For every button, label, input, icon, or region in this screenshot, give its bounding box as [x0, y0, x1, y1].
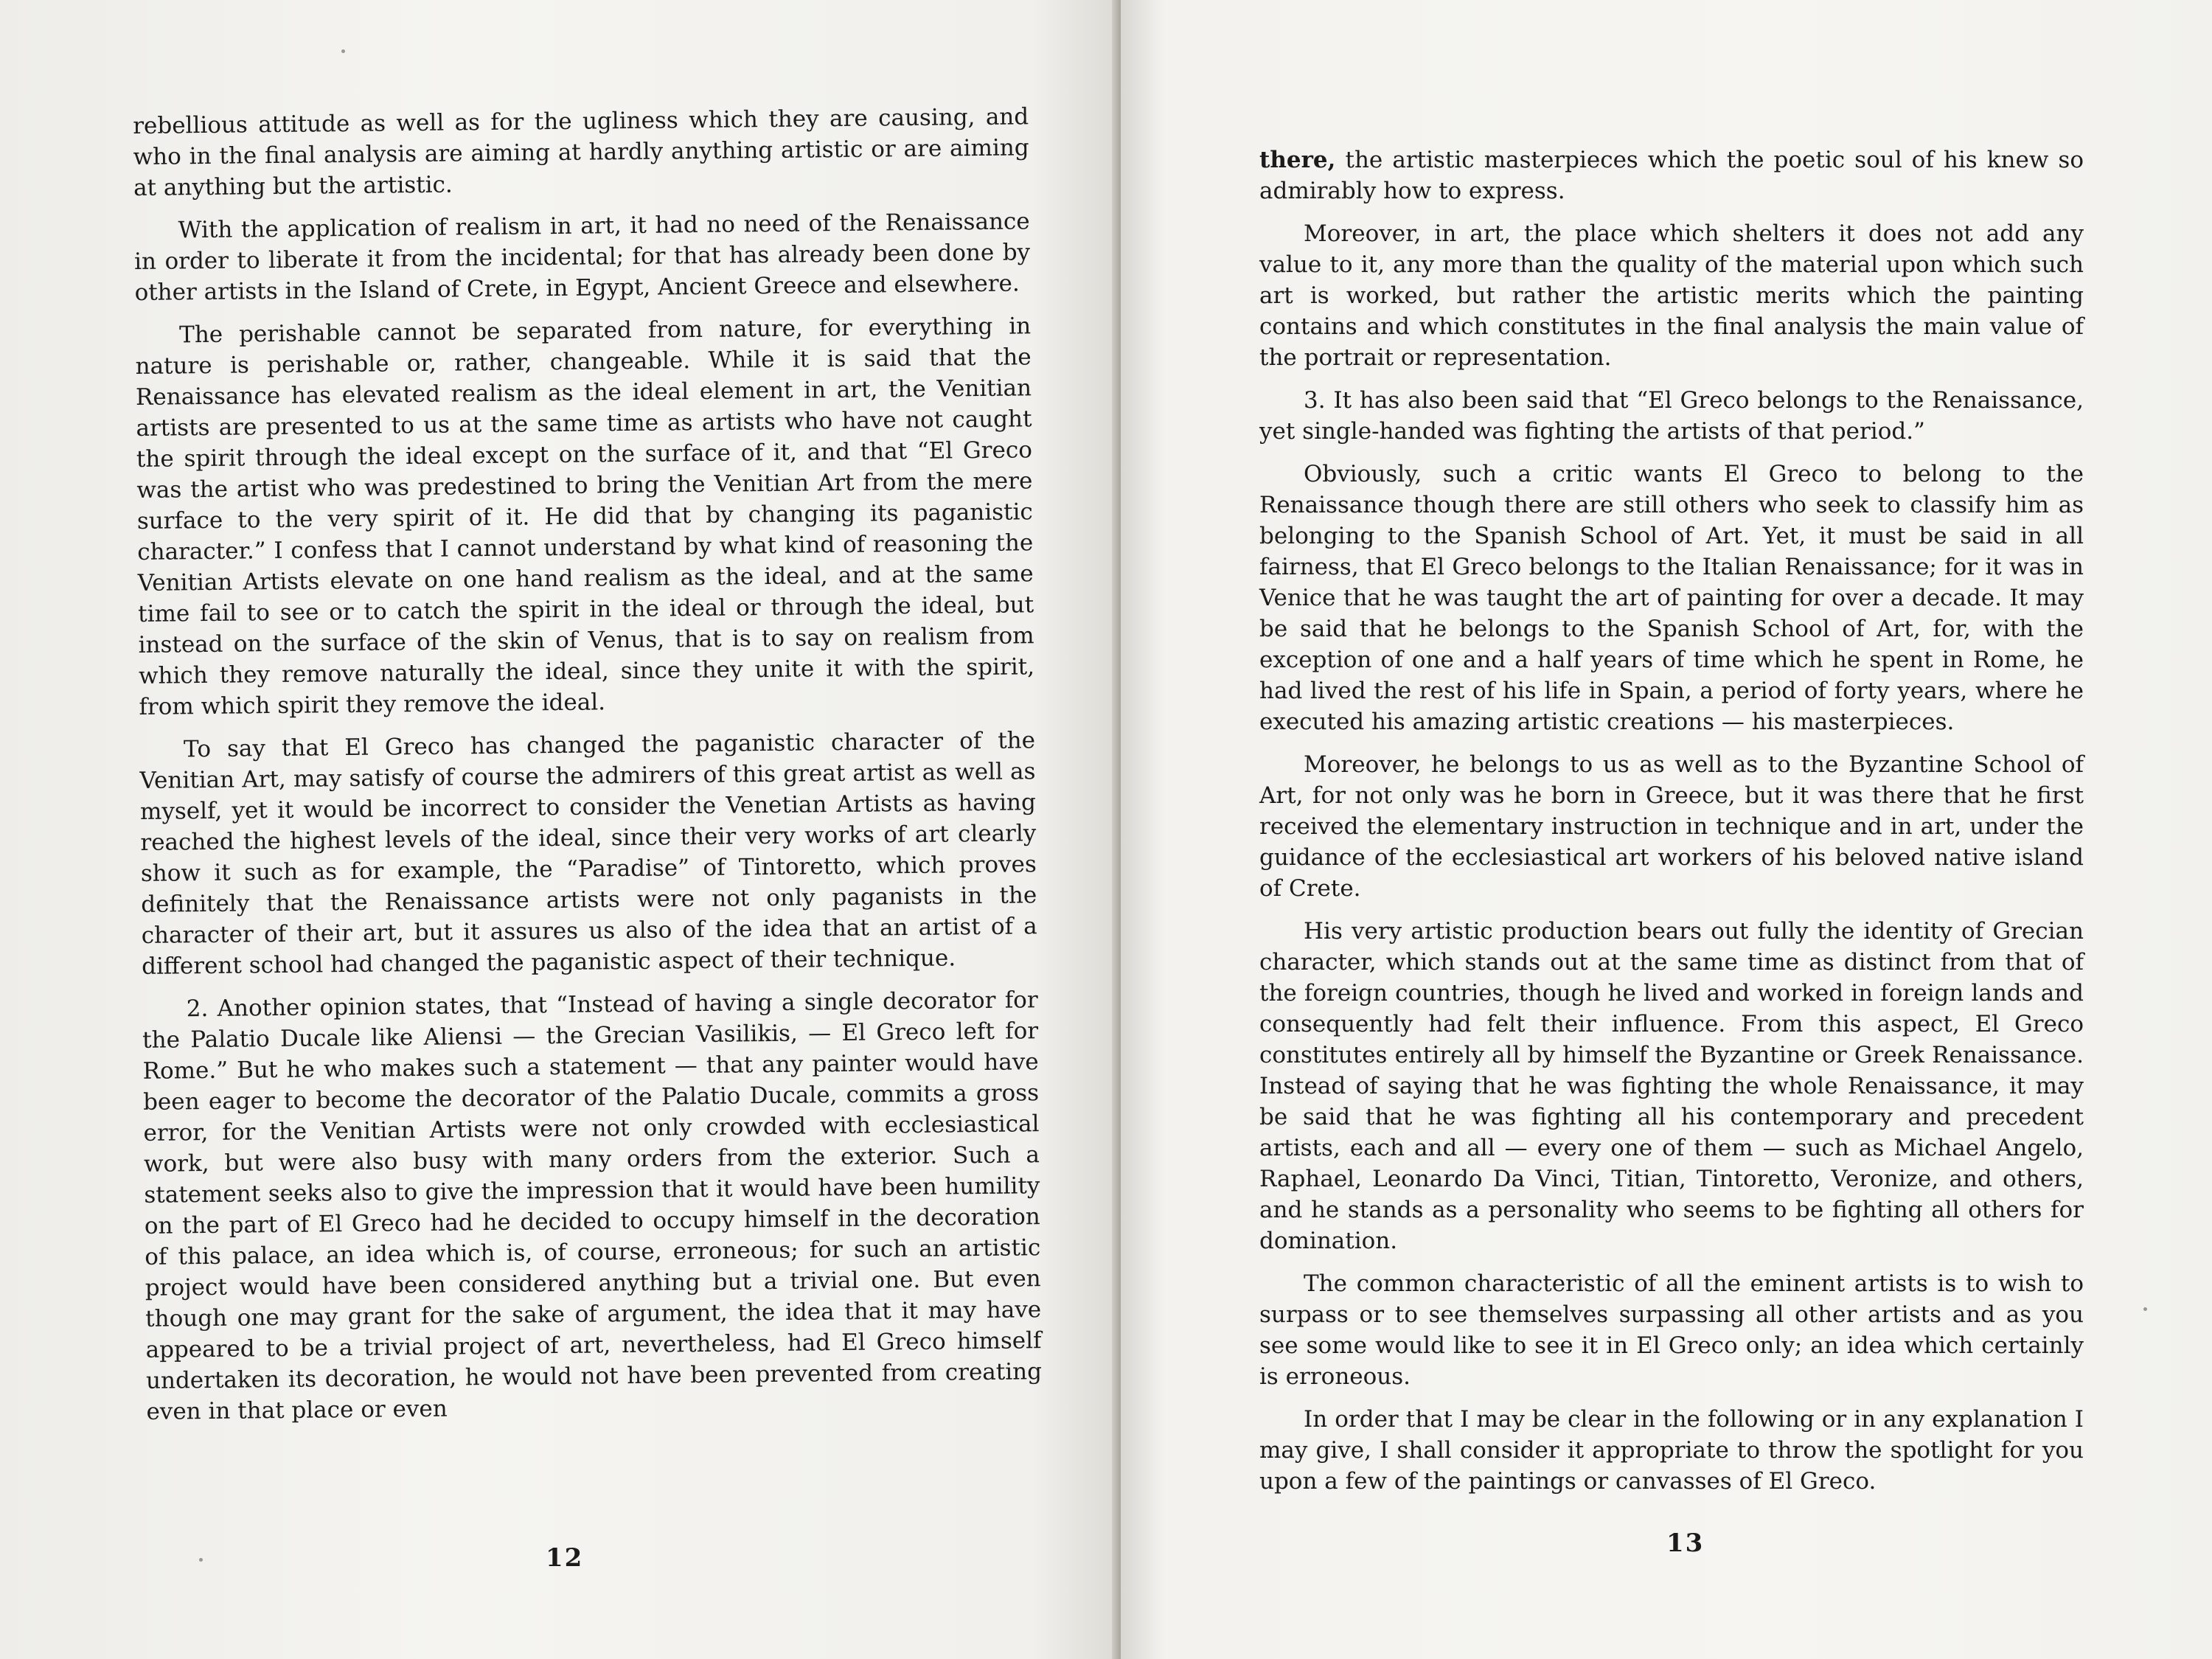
- paper-speck: [199, 1558, 203, 1562]
- right-page-text: [1259, 145, 2084, 1509]
- paragraph: His very artistic production bears out fully the identity of Grecian character, which stands out at the same time as distinct from that of the foreign countries, though he lived and worked in foreign lands and consequently had felt their influence. From this aspect, El Greco constitutes entirely all by himself the Byzantine or Greek Renaissance. Instead of saying that he was fighting the whole Renaissance, it may be said that he was fighting all his contemporary and precedent artists, each and all — every one of them — such as Michael Angelo, Raphael, Leonardo Da Vinci, Titian, Tintoretto, Veronize, and others, and he stands as a personality who seems to be fighting all others for domination.: [1259, 918, 2084, 1254]
- page-number: 12: [546, 1543, 584, 1573]
- right-page: [1121, 0, 2212, 1659]
- paper-speck: [341, 49, 345, 53]
- paragraph: Moreover, he belongs to us as well as to the Byzantine School of Art, for not only was he born in Greece, but it was there that he first received the elementary instruction in technique and in art, under the guidance of the ecclesiastical art workers of his beloved native island of Crete.: [1259, 751, 2084, 902]
- paragraph: Obviously, such a critic wants El Greco to belong to the Renaissance though there are still others who seek to classify him as belonging to the Spanish School of Art. Yet, it must be said in all fairness, that El Greco belongs to the Italian Renaissance; for it was in Venice that he was taught the art of painting for over a decade. It may be said that he belongs to the Spanish School of Art, for, with the exception of one and a half years of time which he spent in Rome, he had lived the rest of his life in Spain, a period of forty years, where he executed his amazing artistic creations — his masterpieces.: [1259, 461, 2084, 735]
- left-page-text: [133, 101, 1043, 1439]
- paragraph: To say that El Greco has changed the paganistic character of the Venitian Art, may satisfy of course the admirers of this great artist as well as myself, yet it would be incorrect to consider the Venetian Artists as having reached the highest levels of the ideal, since their very works of art clearly show it such as for example, the “Paradise” of Tintoretto, which proves definitely that the Renaissance artists were not only paganists in the character of their art, but it assures us also of the idea that an artist of a different school had changed the paganistic aspect of their technique.: [139, 727, 1037, 980]
- paper-speck: [2143, 1307, 2147, 1311]
- paragraph: In order that I may be clear in the following or in any explanation I may give, I shall consider it appropriate to throw the spotlight for you upon a few of the paintings or canvasses of El Greco.: [1259, 1406, 2084, 1495]
- paragraph: 2. Another opinion states, that “Instead of having a single decorator for the Palatio Ducale like Aliensi — the Grecian Vasilikis, — El Greco left for Rome.” But he who makes such a statement — that any painter would have been eager to become the decorator of the Palatio Ducale, commits a gross error, for the Venitian Artists were not only crowded with ecclesiastical work, but were also busy with many orders from the exterior. Such a statement seeks also to give the impression that it would have been humility on the part of El Greco had he decided to occupy himself in the decoration of this palace, an idea which is, of course, erroneous; for such an artistic project would have been considered anything but a trivial one. But even though one may grant for the sake of argument, the idea that it may have appeared to be a trivial project of art, nevertheless, had El Greco himself undertaken its decoration, he would not have been prevented from creating even in that place or even: [142, 987, 1043, 1425]
- paragraph: With the application of realism in art, it had no need of the Renaissance in order to liberate it from the incidental; for that has already been done by other artists in the Island of Crete, in Egypt, Ancient Greece and elsewhere.: [133, 208, 1031, 306]
- paragraph: 3. It has also been said that “El Greco belongs to the Renaissance, yet single-handed was fighting the artists of that period.”: [1259, 387, 2084, 445]
- paragraph: The common characteristic of all the eminent artists is to wish to surpass or to see themselves surpassing all other artists and as you see some would like to see it in El Greco only; an idea which certainly is erroneous.: [1259, 1270, 2084, 1390]
- paragraph: rebellious attitude as well as for the ugliness which they are causing, and who in the final analysis are aiming at hardly anything artistic or are aiming at anything but the artistic.: [133, 103, 1029, 201]
- page-number: 13: [1666, 1528, 1705, 1558]
- continuation-bold: there,: [1259, 147, 1336, 173]
- continuation-text: the artistic masterpieces which the poetic soul of his knew so admirably how to express.: [1259, 147, 2084, 204]
- paragraph: The perishable cannot be separated from nature, for everything in nature is perishable or, rather, changeable. While it is said that the Renaissance has elevated realism as the ideal element in art, the Venitian artists are presented to us at the same time as artists who have not caught the spirit through the ideal except on the surface of it, and that “El Greco was the artist who was predestined to bring the Venitian Art from the mere surface to the very spirit of it. He did that by changing its paganistic character.” I confess that I cannot understand by what kind of reasoning the Venitian Artists elevate on one hand realism as the ideal, and at the same time fail to see or to catch the spirit in the ideal or through the ideal, but instead on the surface of the skin of Venus, that is to say on realism from which they remove naturally the ideal, since they unite it with the spirit, from which spirit they remove the ideal.: [135, 313, 1035, 720]
- continuation-paragraph: [1259, 145, 2084, 206]
- paragraph: Moreover, in art, the place which shelters it does not add any value to it, any more than the quality of the material upon which such art is worked, but rather the artistic merits which the painting contains and which constitutes in the final analysis the main value of the portrait or representation.: [1259, 220, 2084, 371]
